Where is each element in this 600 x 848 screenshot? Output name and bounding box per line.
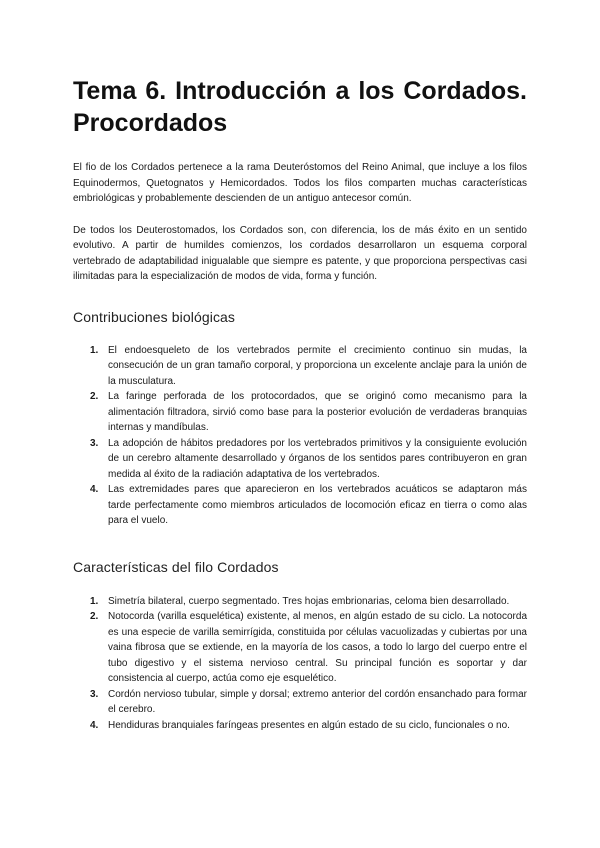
list-item-number: 1. bbox=[90, 595, 99, 607]
intro-paragraph-1: El fio de los Cordados pertenece a la rama Deuteróstomos del Reino Animal, que incluye a los filos Equinodermos, Quetognatos y Hemicordados. Todos los filos comparten muchas características embriológicas y probablemente descienden de un antiguo antecesor común. bbox=[73, 162, 527, 204]
intro-paragraph-2: De todos los Deuterostomados, los Cordados son, con diferencia, los de más éxito en un sentido evolutivo. A partir de humildes comienzos, los cordados desarrollaron un esquema corporal vertebrado de adaptabilidad inigualable que siempre es patente, y que proporciona perspectivas casi ilimitadas para la especialización de modos de vida, forma y función. bbox=[73, 224, 527, 282]
list-item-text: La adopción de hábitos predadores por los vertebrados primitivos y la consiguiente evolución de un cerebro altamente desarrollado y órganos de los sentidos pares contribuyeron en gran medida al éxito de la radiación adaptativa de los vertebrados. bbox=[108, 437, 527, 480]
list-item-number: 3. bbox=[90, 437, 99, 449]
list-item-text: Las extremidades pares que aparecieron en los vertebrados acuáticos se adaptaron más tarde perfectamente como miembros articulados de locomoción eficaz en tierra o como alas para el vuelo. bbox=[108, 484, 527, 526]
list-item-number: 2. bbox=[90, 611, 99, 622]
list-item bbox=[90, 609, 527, 687]
list-item-text: El endoesqueleto de los vertebrados permite el crecimiento continuo sin mudas, la consecución de un gran tamaño corporal, y proporciona un excelente anclaje para la unión de la musculatura. bbox=[108, 344, 527, 387]
list-item-number: 1. bbox=[90, 344, 99, 356]
list-item-number: 4. bbox=[90, 719, 99, 731]
list-item-text: Notocorda (varilla esquelética) existente, al menos, en algún estado de su ciclo. La notocorda es una especie de varilla semirrígida, constituida por células vacuolizadas y cubiertas por una vaina fibrosa que se extiende, en la mayoría de los casos, a todo lo largo del cuerpo entre el tubo digestivo y el sistema nervioso central. Su principal función es soportar y dar consistencia al cuerpo, actúa como eje esquelético. bbox=[108, 611, 527, 684]
contribuciones-list bbox=[90, 343, 527, 529]
list-item-text: Hendiduras branquiales faríngeas presentes en algún estado de su ciclo, funcionales o no. bbox=[108, 719, 510, 731]
list-item bbox=[90, 687, 527, 718]
page-title: Tema 6. Introducción a los Cordados. Procordados bbox=[73, 77, 527, 137]
list-item-text: La faringe perforada de los protocordados, que se originó como mecanismo para la alimentación filtradora, sirvió como base para la posterior evolución de verdaderas branquias internas y mandíbulas. bbox=[108, 391, 527, 433]
list-item-text: Simetría bilateral, cuerpo segmentado. Tres hojas embrionarias, celoma bien desarrollado. bbox=[108, 595, 510, 607]
list-item bbox=[90, 594, 527, 610]
section-heading-caracteristicas: Características del filo Cordados bbox=[73, 558, 279, 575]
list-item bbox=[90, 436, 527, 483]
list-item bbox=[90, 482, 527, 529]
list-item-text: Cordón nervioso tubular, simple y dorsal; extremo anterior del cordón ensanchado para formar el cerebro. bbox=[108, 688, 527, 715]
document-page bbox=[73, 75, 527, 733]
list-item bbox=[90, 718, 527, 734]
caracteristicas-list bbox=[90, 594, 527, 734]
list-item bbox=[90, 389, 527, 436]
list-item-number: 4. bbox=[90, 484, 99, 495]
section-heading-contribuciones: Contribuciones biológicas bbox=[73, 308, 236, 325]
list-item-number: 2. bbox=[90, 391, 99, 402]
list-item bbox=[90, 343, 527, 390]
list-item-number: 3. bbox=[90, 688, 99, 700]
